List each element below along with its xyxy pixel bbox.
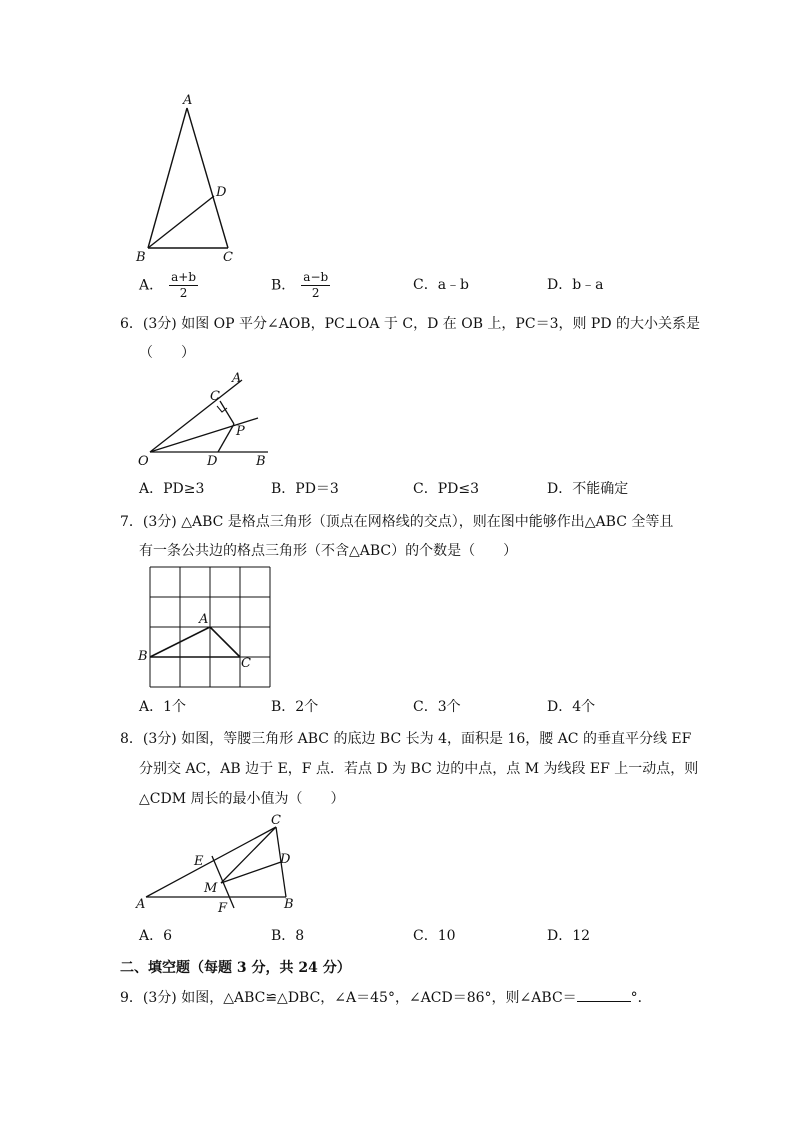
q6-label-B: B [256,454,266,469]
q7-grid-figure [136,562,276,690]
q8-label-M: M [204,881,218,896]
q5-option-c[interactable]: C．a﹣b [413,277,470,293]
q7-label-B: B [138,649,148,664]
q8-figure [130,814,310,916]
q8-option-c[interactable]: C．10 [413,928,456,944]
q9-text: 9．(3分) 如图，△ABC≌△DBC，∠A＝45°，∠ACD＝86°，则∠ABC＝ [120,990,577,1006]
q6-label-O: O [138,454,149,469]
q8-label-A: A [136,897,146,912]
q7-option-d[interactable]: D．4个 [547,699,596,715]
q5-label-D: D [216,185,227,200]
q5-option-b[interactable]: B． $\frac{a-b}{2}$ [271,270,329,300]
q7-stem-line1: 7．(3分) △ABC 是格点三角形（顶点在网格线的交点），则在图中能够作出△ABC 全等且 [120,514,674,530]
q8-stem-line1: 8．(3分) 如图，等腰三角形 ABC 的底边 BC 长为 4，面积是 16，腰 AC 的垂直平分线 EF [120,731,692,747]
q8-label-F: F [218,901,228,916]
q5-label-C: C [223,250,233,264]
q8-option-d[interactable]: D．12 [547,928,591,944]
q8-label-C: C [271,814,281,828]
q6-label-C: C [210,389,220,404]
q6-option-c[interactable]: C．PD≤3 [413,481,479,497]
q6-label-A: A [232,371,242,386]
q8-label-B: B [284,897,294,912]
q8-option-b[interactable]: B．8 [271,928,305,944]
q6-stem-line1: 6．(3分) 如图 OP 平分∠AOB，PC⊥OA 于 C，D 在 OB 上，PC＝3，则 PD 的大小关系是 [120,316,701,332]
q8-option-a[interactable]: A．6 [139,928,173,944]
q6-option-b[interactable]: B．PD＝3 [271,481,339,497]
q5-option-a[interactable]: A． $\frac{a+b}{2}$ [139,270,197,300]
q9-suffix: °． [630,990,652,1006]
q7-option-b[interactable]: B．2个 [271,699,319,715]
q8-label-D: D [280,852,291,867]
q7-option-c[interactable]: C．3个 [413,699,461,715]
section-title: 二、填空题（每题 3 分，共 24 分） [120,960,351,976]
q9-answer-blank[interactable] [577,987,631,1002]
q7-label-A: A [199,612,209,627]
q6-label-P: P [236,424,245,439]
q8-stem-line3: △CDM 周长的最小值为（ ） [139,791,345,807]
q9-stem [120,987,652,1007]
q5-figure [130,92,250,264]
q5-option-d[interactable]: D．b﹣a [547,277,604,293]
q8-label-E: E [194,854,204,869]
q6-option-d[interactable]: D．不能确定 [547,481,629,497]
q6-label-D: D [207,454,218,469]
q7-stem-line2: 有一条公共边的格点三角形（不含△ABC）的个数是（ ） [139,543,518,559]
q7-option-a[interactable]: A．1个 [139,699,187,715]
q5-label-B: B [136,250,146,264]
q7-label-C: C [241,656,251,671]
q6-stem-line2: （ ） [139,345,195,361]
q6-option-a[interactable]: A．PD≥3 [139,481,205,497]
q6-figure [130,368,280,470]
q5-label-A: A [183,93,193,108]
q8-stem-line2: 分别交 AC，AB 边于 E，F 点．若点 D 为 BC 边的中点，点 M 为线段 EF 上一动点，则 [139,761,699,777]
